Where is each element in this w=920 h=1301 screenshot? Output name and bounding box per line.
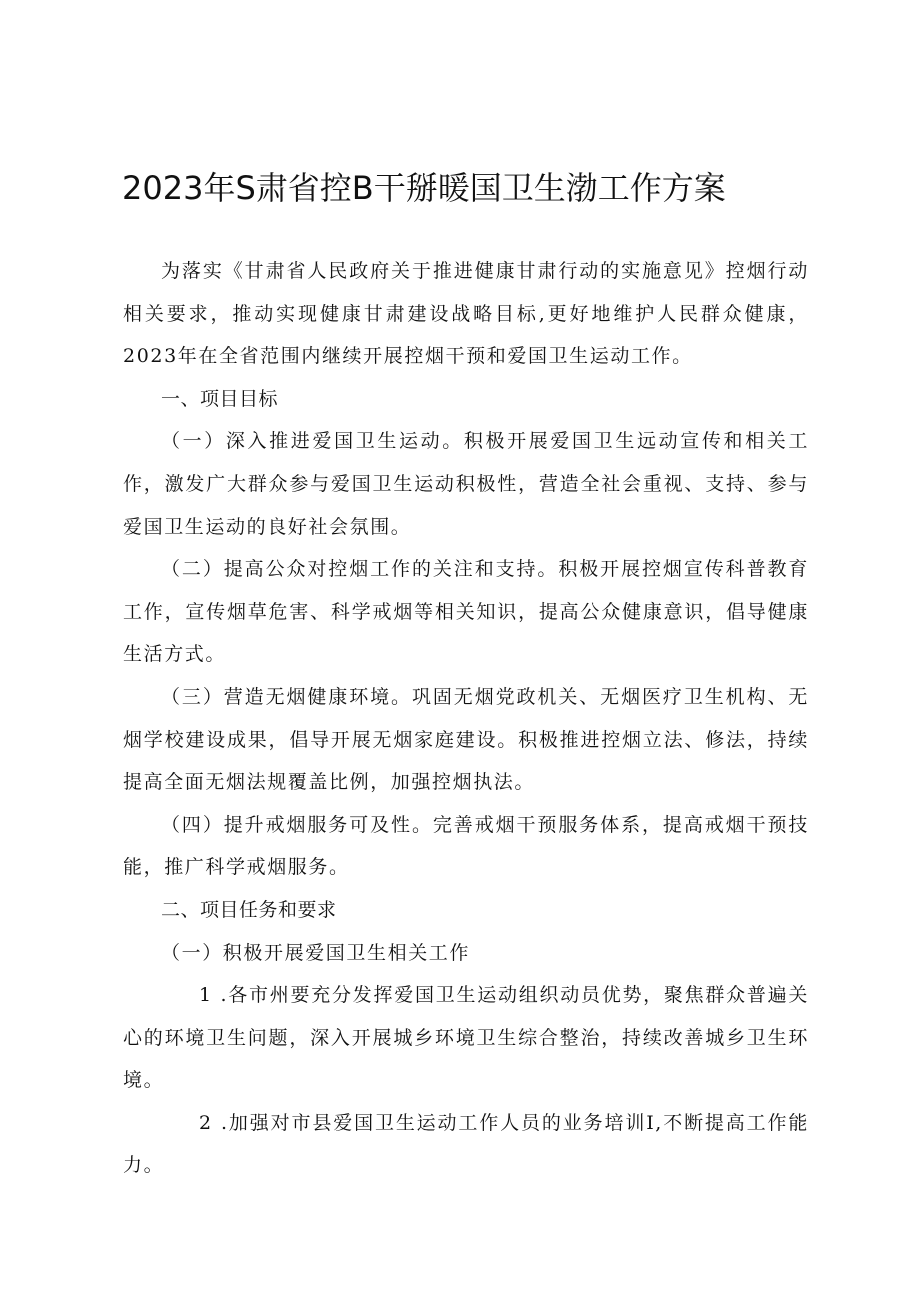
task-item-2-number: 2 [199,1111,213,1134]
task-subheading: （一）积极开展爱国卫生相关工作 [161,941,471,964]
document-title: 2023年S肃省控B干掰暖国卫生渤工作方案 [122,169,726,207]
objective-item-1: （一）深入推进爱国卫生运动。积极开展爱国卫生远动宣传和相关工作，激发广大群众参与爱国卫生运动积极性，营造全社会重视、支持、参与爱国卫生运动的良好社会氛围。 [123,430,809,538]
task-item-2-text: .加强对市县爱国卫生运动工作人员的业务培训I,不断提高工作能力。 [123,1111,809,1177]
intro-paragraph: 为落实《甘肃省人民政府关于推进健康甘肃行动的实施意见》控烟行动相关要求，推动实现健康甘肃建设战略目标,更好地维护人民群众健康，2023年在全省范围内继续开展控烟干预和爱国卫生运动工作。 [123,260,809,368]
document-body [123,250,809,1187]
section-heading-tasks: 二、项目任务和要求 [161,898,337,921]
section-heading-objectives: 一、项目目标 [161,387,279,410]
task-item-1-number: 1 [199,984,213,1007]
objective-item-4: （四）提升戒烟服务可及性。完善戒烟干预服务体系，提高戒烟干预技能，推广科学戒烟服务。 [123,813,809,879]
objective-item-2: （二）提高公众对控烟工作的关注和支持。积极开展控烟宣传科普教育工作，宣传烟草危害、科学戒烟等相关知识，提高公众健康意识，倡导健康生活方式。 [123,558,809,666]
objective-item-3: （三）营造无烟健康环境。巩固无烟党政机关、无烟医疗卫生机构、无烟学校建设成果，倡导开展无烟家庭建设。积极推进控烟立法、修法，持续提高全面无烟法规覆盖比例，加强控烟执法。 [123,685,809,794]
task-item-2 [123,1102,809,1187]
task-item-1 [123,974,809,1102]
task-item-1-text: .各市州要充分发挥爱国卫生运动组织动员优势，聚焦群众普遍关心的环境卫生问题，深入开展城乡环境卫生综合整治，持续改善城乡卫生环境。 [123,984,809,1092]
